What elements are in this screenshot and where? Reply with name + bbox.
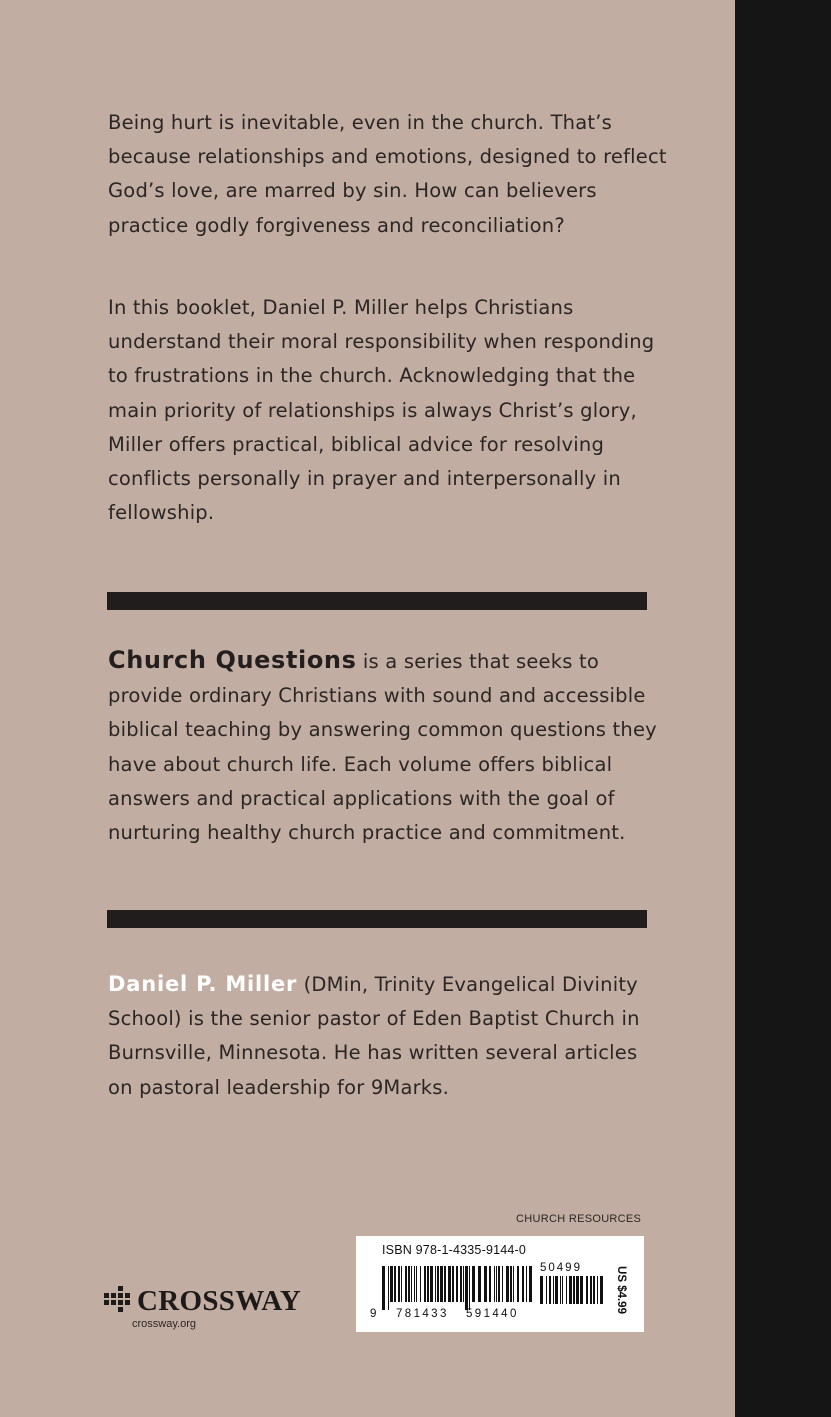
barcode-bar [522,1266,524,1302]
barcode-bar [590,1276,592,1304]
barcode-bar [484,1266,487,1302]
divider-rule [107,910,647,928]
barcode-bar [472,1266,475,1302]
barcode-lead-digit: 9 [370,1308,377,1320]
barcode-bar [416,1266,417,1302]
ean-barcode [382,1266,532,1310]
barcode-bar [437,1266,439,1302]
crossway-mark-icon [104,1293,130,1313]
barcode-bar [573,1276,575,1304]
barcode-bar [405,1266,407,1302]
barcode-bar [398,1266,400,1302]
addon-barcode [540,1276,606,1312]
publisher-name: CROSSWAY [137,1285,302,1317]
barcode-bar [494,1266,495,1302]
barcode-bar [427,1266,429,1302]
barcode-bar [401,1266,402,1302]
barcode-bar [526,1266,527,1302]
barcode-bar [408,1266,410,1302]
barcode-bar [506,1266,509,1302]
barcode-bar [576,1276,579,1304]
barcode-bar [440,1266,443,1302]
barcode-bar [600,1276,603,1304]
book-spine [735,0,831,1417]
barcode-bar [456,1266,458,1302]
barcode-bar [513,1266,514,1302]
barcode-bar [478,1266,481,1302]
author-name: Daniel P. Miller [108,972,298,996]
barcode-bar [549,1276,551,1304]
barcode-bar [498,1266,500,1302]
barcode-bar [580,1276,583,1304]
publisher-url: crossway.org [132,1318,196,1330]
barcode-bar [469,1266,470,1310]
barcode-bar [517,1266,519,1302]
barcode-bar [411,1266,412,1302]
description-paragraph-1: Being hurt is inevitable, even in the church. That’s because relationships and emotions, designed to reflect God’s love, are marred by sin. How can believers practice godly forgiveness and reconciliation? [108,111,667,237]
barcode-bar [553,1276,554,1304]
price-tag [614,1260,628,1320]
barcode-bar [546,1276,547,1304]
barcode-bar [593,1276,595,1304]
barcode-bar [510,1266,512,1302]
barcode-bar [562,1276,563,1304]
barcode-bar [566,1276,567,1304]
isbn-text: ISBN 978-1-4335-9144-0 [382,1243,527,1257]
barcode-bar [390,1266,393,1302]
barcode-bar [463,1266,464,1302]
barcode-bar [560,1276,561,1304]
barcode-bar [569,1276,572,1304]
series-text: is a series that seeks to provide ordinary Christians with sound and accessible biblical teaching by answering common questions they have about church life. Each volume offers biblical answers and practical applications with the goal of nurturing healthy church practice and commitment. [108,650,657,845]
barcode-bar [460,1266,462,1302]
barcode-digits-left: 781433 [396,1308,449,1320]
barcode-panel [356,1236,644,1332]
barcode-digits-right: 591440 [466,1308,519,1320]
description-paragraph-2: In this booklet, Daniel P. Miller helps Christians understand their moral responsibility when responding to frustrations in the church. Acknowledging that the main priority of relationships is always Christ’s glory, Miller offers practical, biblical advice for resolving conflicts personally in prayer and interpersonally in fellowship. [108,296,655,525]
barcode-bar [444,1266,446,1302]
price-text: US $4.99 [615,1266,627,1314]
author-bio: (DMin, Trinity Evangelical Divinity School) is the senior pastor of Eden Baptist Church in Burnsville, Minnesota. He has written several articles on pastoral leadership for 9Marks. [108,973,640,1099]
barcode-bar [597,1276,598,1304]
barcode-bar [382,1266,385,1310]
barcode-bar [448,1266,451,1302]
series-paragraph [108,643,668,850]
barcode-bar [586,1276,588,1304]
author-paragraph [108,967,668,1105]
barcode-bar [424,1266,426,1302]
barcode-bar [529,1266,532,1302]
barcode-bar [394,1266,396,1302]
barcode-bar [540,1276,543,1304]
barcode-bar [502,1266,503,1302]
series-name: Church Questions [108,646,357,674]
divider-rule [107,592,647,610]
barcode-bar [430,1266,433,1302]
barcode-bar [388,1266,389,1310]
barcode-bar [465,1266,468,1310]
barcode-bar [555,1276,558,1304]
barcode-bar [420,1266,421,1302]
barcode-bar [489,1266,491,1302]
barcode-bar [496,1266,497,1302]
category-label: CHURCH RESOURCES [516,1213,642,1225]
barcode-bar [452,1266,454,1302]
barcode-bar [435,1266,436,1302]
addon-code: 50499 [540,1262,582,1274]
barcode-bar [414,1266,415,1302]
